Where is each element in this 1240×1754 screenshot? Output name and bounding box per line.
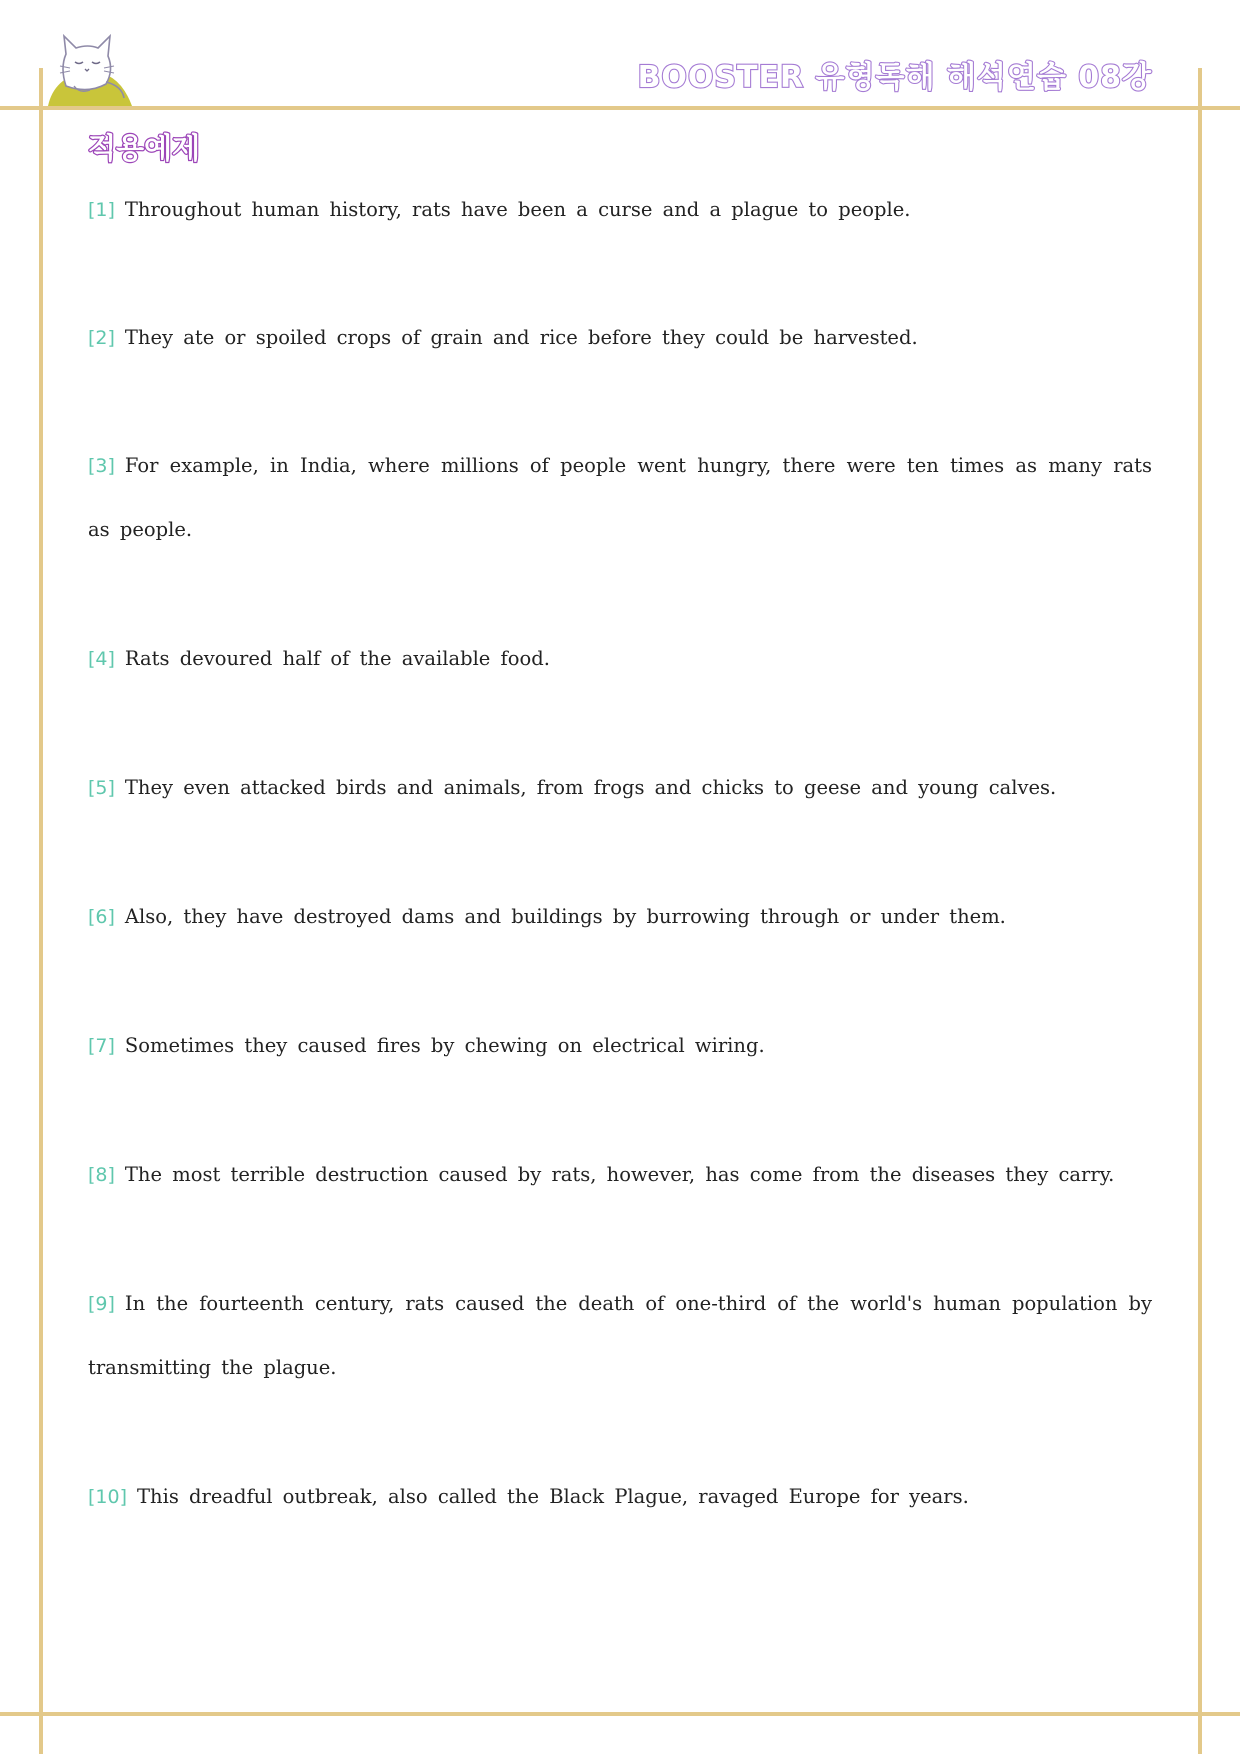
sentence-10 (88, 1465, 1152, 1529)
sentence-number: [2] (88, 327, 115, 349)
sentence-text: Rats devoured half of the available food. (124, 647, 550, 670)
sentence-2 (88, 306, 1152, 370)
sentence-number: [10] (88, 1486, 128, 1508)
sentence-number: [9] (88, 1293, 115, 1315)
sentence-8 (88, 1143, 1152, 1207)
sentence-4 (88, 627, 1152, 691)
sentence-number: [7] (88, 1035, 115, 1057)
sentence-number: [4] (88, 648, 115, 670)
sentence-3 (88, 434, 1152, 562)
sentence-number: [1] (88, 199, 115, 221)
sleeping-cat-icon (44, 28, 136, 106)
sentence-number: [3] (88, 455, 115, 477)
left-frame-rule (39, 68, 43, 1754)
sentence-5 (88, 756, 1152, 820)
header-rule (0, 106, 1240, 110)
sentence-text: Also, they have destroyed dams and buildings by burrowing through or under them. (124, 905, 1006, 928)
sentence-text: They ate or spoiled crops of grain and rice before they could be harvested. (124, 326, 918, 349)
sentence-text: In the fourteenth century, rats caused the death of one-third of the world's human population by transmitting the plague. (88, 1292, 1152, 1379)
section-title: 적용예제 (88, 131, 201, 165)
sentence-text: Throughout human history, rats have been a curse and a plague to people. (124, 198, 911, 221)
sentence-6 (88, 885, 1152, 949)
footer-rule (0, 1712, 1240, 1716)
sentence-text: The most terrible destruction caused by rats, however, has come from the diseases they carry. (124, 1163, 1115, 1186)
sentence-number: [8] (88, 1164, 115, 1186)
sentence-text: They even attacked birds and animals, from frogs and chicks to geese and young calves. (124, 776, 1057, 799)
sentence-text: Sometimes they caused fires by chewing on electrical wiring. (124, 1034, 765, 1057)
sentence-7 (88, 1014, 1152, 1078)
sentence-text: This dreadful outbreak, also called the Black Plague, ravaged Europe for years. (137, 1485, 969, 1508)
sentence-number: [5] (88, 777, 115, 799)
sentence-9 (88, 1272, 1152, 1400)
page-header-title: BOOSTER 유형독해 해석연습 08강 (637, 60, 1152, 95)
sentence-text: For example, in India, where millions of people went hungry, there were ten times as many rats as people. (88, 454, 1152, 541)
sentence-1 (88, 178, 1152, 242)
right-frame-rule (1198, 68, 1202, 1754)
sentence-number: [6] (88, 906, 115, 928)
